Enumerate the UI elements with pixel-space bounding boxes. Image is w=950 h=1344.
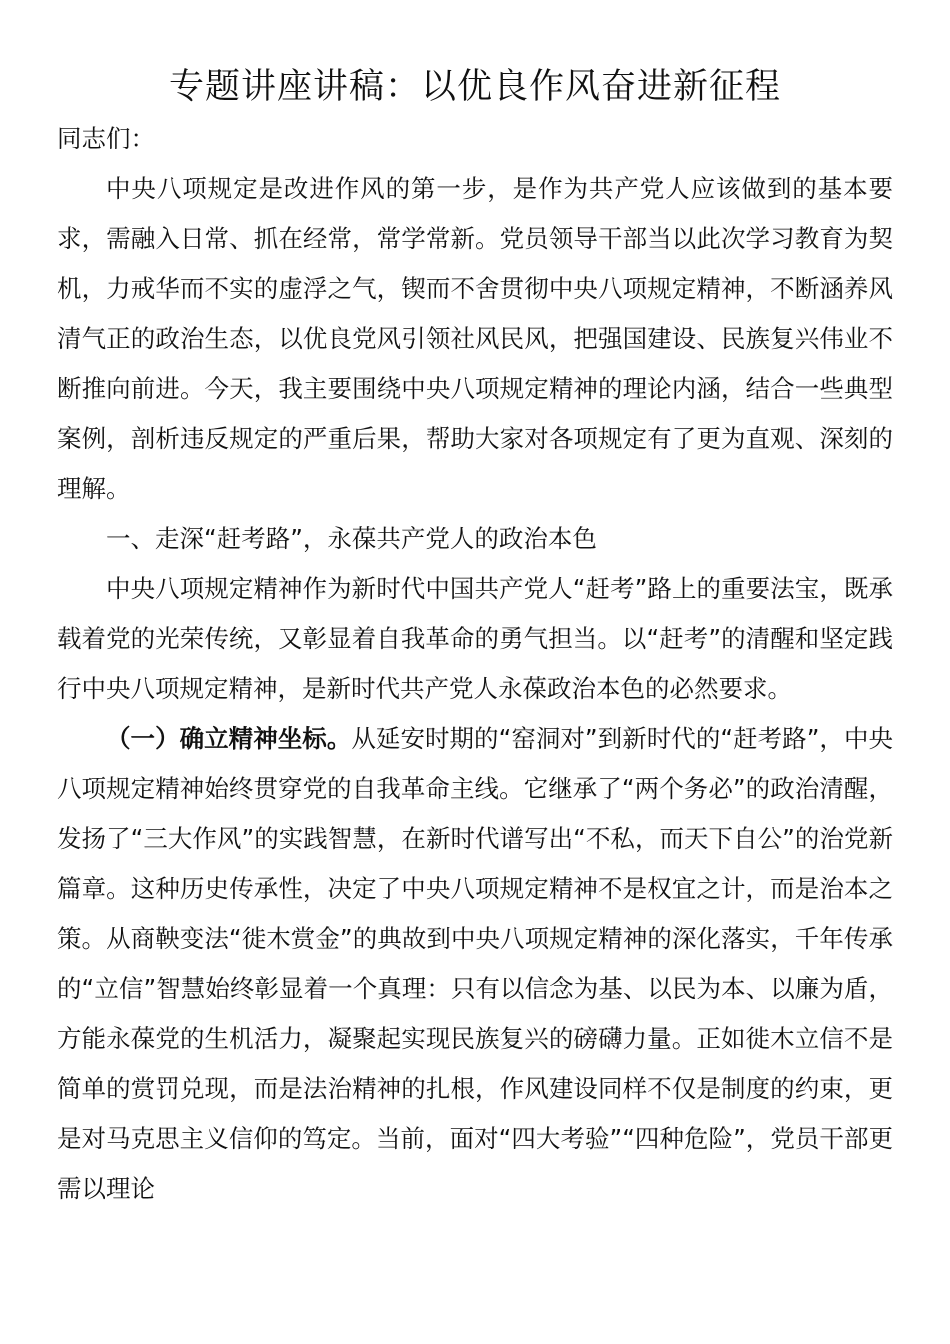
salutation: 同志们：: [57, 124, 155, 153]
document-title: 专题讲座讲稿：以优良作风奋进新征程: [168, 67, 781, 107]
section-paragraph: 中央八项规定精神作为新时代中国共产党人“赶考”路上的重要法宝，既承载着党的光荣传统，又彰显着自我革命的勇气担当。以“赶考”的清醒和坚定践行中央八项规定精神，是新时代共产党人永葆政治本色的必然要求。: [57, 574, 893, 703]
subsection-heading: （一）确立精神坐标。: [106, 724, 352, 753]
document-body: [57, 114, 893, 1214]
intro-paragraph: 中央八项规定是改进作风的第一步，是作为共产党人应该做到的基本要求，需融入日常、抓在经常，常学常新。党员领导干部当以此次学习教育为契机，力戒华而不实的虚浮之气，锲而不舍贯彻中央八项规定精神，不断涵养风清气正的政治生态，以优良党风引领社风民风，把强国建设、民族复兴伟业不断推向前进。今天，我主要围绕中央八项规定精神的理论内涵，结合一些典型案例，剖析违反规定的严重后果，帮助大家对各项规定有了更为直观、深刻的理解。: [57, 174, 893, 503]
section-heading: 一、走深“赶考路”，永葆共产党人的政治本色: [106, 524, 597, 553]
subsection-paragraph: [57, 714, 893, 1214]
subsection-text: 从延安时期的“窑洞对”到新时代的“赶考路”，中央八项规定精神始终贯穿党的自我革命主线。它继承了“两个务必”的政治清醒，发扬了“三大作风”的实践智慧，在新时代谱写出“不私，而天下自公”的治党新篇章。这种历史传承性，决定了中央八项规定精神不是权宜之计，而是治本之策。从商鞅变法“徙木赏金”的典故到中央八项规定精神的深化落实，千年传承的“立信”智慧始终彰显着一个真理：只有以信念为基、以民为本、以廉为盾，方能永葆党的生机活力，凝聚起实现民族复兴的磅礴力量。正如徙木立信不是简单的赏罚兑现，而是法治精神的扎根，作风建设同样不仅是制度的约束，更是对马克思主义信仰的笃定。当前，面对“四大考验”“四种危险”，党员干部更需以理论: [57, 724, 893, 1203]
